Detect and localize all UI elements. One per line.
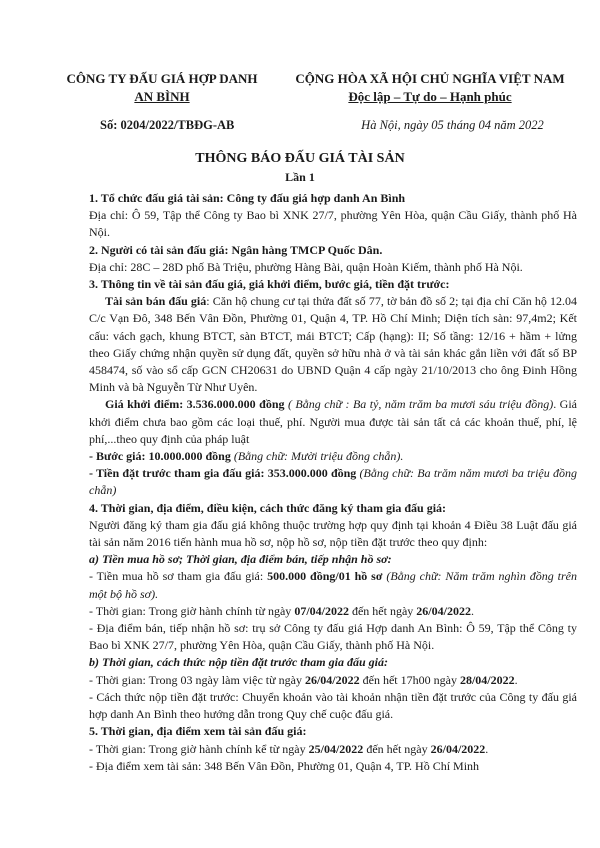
price-step-words: (Bằng chữ: Mười triệu đồng chẵn). [230, 449, 404, 464]
dossier-time-prefix: - Thời gian: Trong giờ hành chính từ ngày [89, 603, 295, 618]
dossier-time: - Thời gian: Trong giờ hành chính từ ngày 07/04/2022 đến hết ngày 26/04/2022. [89, 603, 474, 618]
section-4-heading: 4. Thời gian, địa điểm, điều kiện, cách thức đăng ký tham gia đấu giá: [89, 500, 447, 515]
starting-price-label: Giá khởi điểm: 3.536.000.000 đồng [105, 397, 285, 412]
section-2-address: Địa chỉ: 28C – 28D phố Bà Triệu, phường Hàng Bài, quận Hoàn Kiếm, thành phố Hà Nội. [89, 259, 523, 274]
section-4b-heading: b) Thời gian, cách thức nộp tiền đặt trước tham gia đấu giá: [89, 655, 388, 670]
dossier-fee [89, 568, 577, 602]
nation-title: CỘNG HÒA XÃ HỘI CHỦ NGHĨA VIỆT NAM [295, 71, 565, 86]
company-header [62, 70, 262, 106]
section-4-intro: Người đăng ký tham gia đấu giá không thuộc trường hợp quy định tại khoản 4 Điều 38 Luật đấu giá tài sản năm 2016 tiến hành mua hồ sơ, nộp hồ sơ, nộp tiền đặt trước theo quy định: [89, 517, 577, 550]
company-name-line2: AN BÌNH [134, 89, 190, 104]
deposit-words: (Bằng chữ: Ba trăm năm mươi ba triệu đồng chẵn) [89, 466, 577, 498]
deposit-time-to: 28/04/2022 [459, 672, 515, 687]
dossier-fee-value: 500.000 đồng/01 hồ sơ [267, 569, 383, 584]
viewing-time-from: 25/04/2022 [308, 741, 364, 756]
starting-price-note: . Giá khởi điểm chưa bao gồm các loại thuế, phí. Người mua được tài sản tất cả các khoản thuế, phí, lệ phí,...theo quy định của pháp luật [89, 397, 577, 446]
dossier-time-to: 26/04/2022 [416, 603, 471, 618]
starting-price-words: ( Bằng chữ : Ba tỷ, năm trăm ba mươi sáu triệu đồng) [284, 397, 554, 412]
viewing-time-to: 26/04/2022 [430, 741, 486, 756]
section-2-heading: 2. Người có tài sản đấu giá: Ngân hàng TMCP Quốc Dân. [89, 242, 383, 257]
document-date: Hà Nội, ngày 05 tháng 04 năm 2022 [361, 118, 544, 132]
dossier-fee-prefix: - Tiền mua hồ sơ tham gia đấu giá: [89, 569, 268, 584]
asset-description [89, 293, 577, 396]
section-3-heading: 3. Thông tin về tài sản đấu giá, giá khởi điểm, bước giá, tiền đặt trước: [89, 277, 450, 292]
page-title: THÔNG BÁO ĐẤU GIÁ TÀI SẢN [195, 151, 405, 166]
document-number: Số: 0204/2022/TBĐG-AB [100, 118, 235, 132]
dossier-time-from: 07/04/2022 [294, 603, 349, 618]
viewing-place: - Địa điểm xem tài sản: 348 Bến Vân Đồn, Phường 01, Quận 4, TP. Hồ Chí Minh [89, 758, 480, 773]
deposit-time-prefix: - Thời gian: Trong 03 ngày làm việc từ ngày [89, 672, 305, 687]
asset-text: : Căn hộ chung cư tại thửa đất số 77, tờ bản đồ số 2; tại địa chỉ Căn hộ 12.04 C/c Vạn Đô, 348 Bến Vân Đồn, Phường 01, Quận 4, TP. Hồ Chí Minh; Diện tích sàn: 97,4m2; Kết cấu: vách gạch, khung BTCT, sàn BTCT, mái BTCT; Cấp (hạng): II; Số tầng: 12/16 + hầm + lửng theo Giấy chứng nhận quyền sử dụng đất, quyền sở hữu nhà ở và tài sản khác gắn liền với đất số BP 458474, số vào sổ cấp GCN CH20631 do UBND Quận 4 cấp ngày 21/10/2013 cho ông Đinh Hồng Minh và bà Nguyễn Từ Như Uyên. [89, 294, 577, 395]
deposit-label: - Tiền đặt trước tham gia đấu giá: 353.000.000 đồng [89, 466, 357, 481]
company-name: CÔNG TY ĐẤU GIÁ HỢP DANH [66, 71, 258, 86]
deposit-time-from: 26/04/2022 [304, 672, 360, 687]
asset-label: Tài sản bán đấu giá [105, 294, 207, 309]
dossier-time-mid: đến hết ngày [348, 603, 417, 618]
deposit [89, 465, 577, 499]
nation-header [285, 70, 575, 106]
document-body [89, 190, 577, 775]
dossier-fee-words: (Bằng chữ: Năm trăm nghìn đồng trên một bộ hồ sơ). [89, 569, 578, 601]
page-subtitle: Lần 1 [285, 170, 315, 184]
price-step-label: - Bước giá: 10.000.000 đồng [89, 449, 231, 464]
deposit-method: - Cách thức nộp tiền đặt trước: Chuyển khoản vào tài khoản nhận tiền đặt trước của Công ty đấu giá hợp danh An Bình theo hướng dẫn trong Quy chế cuộc đấu giá. [89, 689, 577, 722]
section-5-heading: 5. Thời gian, địa điểm xem tài sản đấu giá: [89, 724, 307, 739]
section-4a-heading: a) Tiền mua hồ sơ; Thời gian, địa điểm bán, tiếp nhận hồ sơ: [89, 552, 392, 567]
deposit-time-mid: đến hết 17h00 ngày [359, 672, 460, 687]
nation-motto: Độc lập – Tự do – Hạnh phúc [348, 89, 512, 104]
price-step [89, 448, 577, 465]
dossier-place: - Địa điểm bán, tiếp nhận hồ sơ: trụ sở Công ty đấu giá Hợp danh An Bình: Ô 59, Tập thể Công ty Bao bì XNK 27/7, phường Yên Hòa, quận Cầu Giấy, thành phố Hà Nội. [89, 621, 577, 653]
deposit-time: - Thời gian: Trong 03 ngày làm việc từ ngày 26/04/2022 đến hết 17h00 ngày 28/04/2022. [89, 672, 518, 687]
section-1-heading: 1. Tổ chức đấu giá tài sản: Công ty đấu giá hợp danh An Bình [89, 191, 406, 205]
starting-price [89, 396, 577, 448]
viewing-time: - Thời gian: Trong giờ hành chính kể từ ngày 25/04/2022 đến hết ngày 26/04/2022. [89, 741, 489, 756]
viewing-time-prefix: - Thời gian: Trong giờ hành chính kể từ ngày [89, 741, 309, 756]
viewing-time-mid: đến hết ngày [363, 741, 431, 756]
section-1-address: Địa chỉ: Ô 59, Tập thể Công ty Bao bì XNK 27/7, phường Yên Hòa, quận Cầu Giấy, thành phố Hà Nội. [89, 208, 577, 240]
